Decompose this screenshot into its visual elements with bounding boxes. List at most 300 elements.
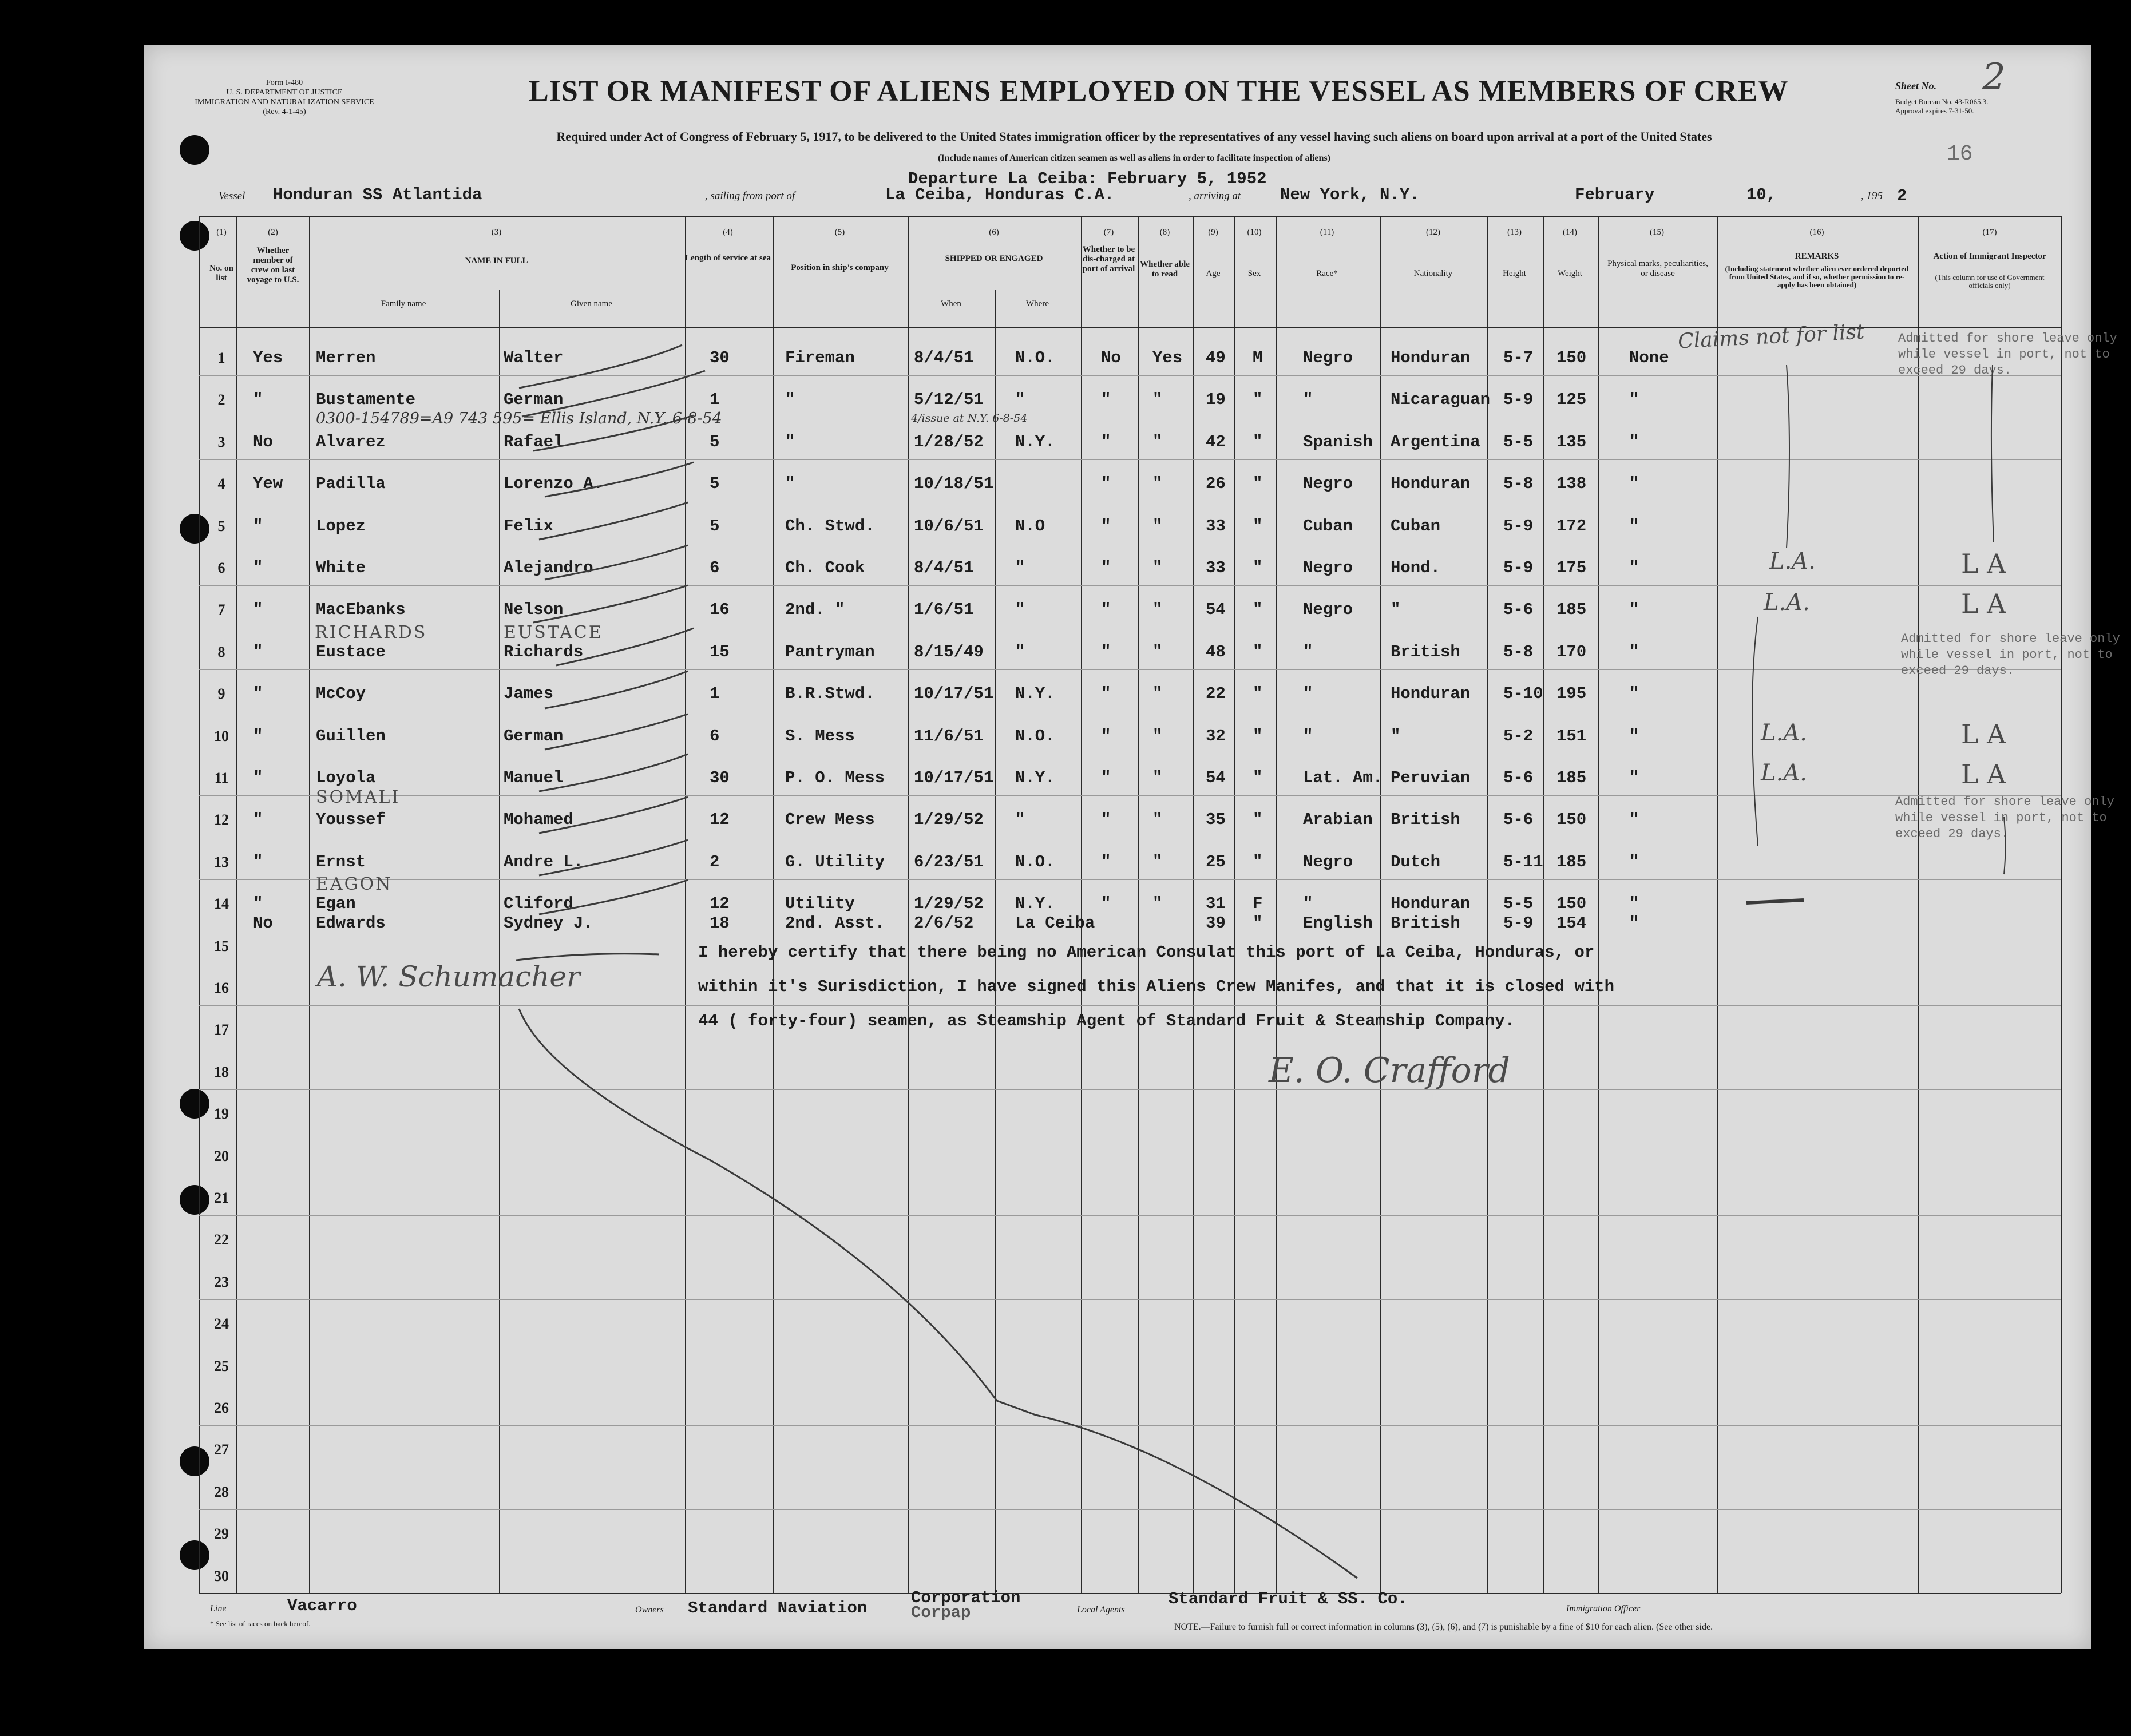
- position-cell: S. Mess: [785, 726, 855, 746]
- last-voyage-cell: ": [253, 558, 263, 577]
- sex-cell: ": [1253, 432, 1263, 451]
- row12-handwritten-somali: SOMALI: [316, 787, 401, 807]
- last-voyage-cell: ": [253, 600, 263, 620]
- signature-schumacher: A. W. Schumacher: [317, 960, 580, 993]
- age-cell: 32: [1206, 726, 1226, 746]
- sex-cell: ": [1253, 642, 1263, 661]
- service-cell: 5: [710, 516, 720, 536]
- weight-cell: 195: [1556, 684, 1587, 704]
- race-cell: ": [1303, 894, 1313, 914]
- given-name-cell: Manuel: [504, 768, 564, 787]
- col-head-height: Height: [1503, 269, 1526, 278]
- col-head-inspector-note: (This column for use of Government officials only): [1935, 273, 2045, 290]
- physical-marks-cell: ": [1629, 810, 1639, 830]
- vessel-name: Honduran SS Atlantida: [273, 185, 482, 204]
- nationality-cell: Honduran: [1391, 348, 1471, 367]
- able-to-read-cell: ": [1152, 642, 1163, 661]
- service-cell: 30: [710, 348, 730, 367]
- arrival-port: New York, N.Y.: [1280, 185, 1420, 204]
- check-stroke: [556, 628, 694, 665]
- footer-owners-value: Standard Naviation: [688, 1599, 868, 1618]
- sex-cell: ": [1253, 684, 1263, 704]
- stamp-line-2: while vessel in port, not to: [1898, 347, 2110, 362]
- col-num-3: (3): [491, 228, 502, 237]
- race-cell: ": [1303, 684, 1313, 704]
- nationality-cell: British: [1391, 642, 1460, 661]
- col-head-given-name: Given name: [571, 299, 612, 308]
- col-num-8: (8): [1159, 228, 1170, 237]
- col-num-1: (1): [216, 228, 227, 237]
- nationality-cell: Dutch: [1391, 852, 1441, 871]
- last-voyage-cell: Yes: [253, 348, 283, 367]
- check-stroke: [545, 462, 694, 497]
- nationality-cell: British: [1391, 810, 1460, 830]
- shipped-where-cell: N.O.: [1015, 726, 1055, 746]
- height-cell: 5-5: [1503, 432, 1534, 451]
- age-cell: 26: [1206, 474, 1226, 494]
- weight-cell: 138: [1556, 474, 1587, 494]
- position-cell: Ch. Stwd.: [785, 516, 875, 536]
- age-cell: 54: [1206, 768, 1226, 787]
- nationality-cell: Peruvian: [1391, 768, 1471, 787]
- position-cell: ": [785, 432, 795, 451]
- weight-cell: 125: [1556, 390, 1587, 410]
- service-cell: 2: [710, 852, 720, 871]
- weight-cell: 150: [1556, 894, 1587, 914]
- age-cell: 48: [1206, 642, 1226, 661]
- family-name-cell: Loyola: [316, 768, 376, 787]
- row8-correction-given: EUSTACE: [504, 623, 603, 643]
- weight-cell: 185: [1556, 600, 1587, 620]
- form-subtitle: Required under Act of Congress of February 5, 1917, to be delivered to the United States immigration officer by the representatives of any vessel having such aliens on board upon arrival at a port of the United States: [556, 129, 1712, 144]
- shipped-where-cell: ": [1015, 600, 1025, 620]
- physical-marks-cell: ": [1629, 432, 1639, 451]
- given-name-cell: Lorenzo A.: [504, 474, 604, 494]
- last-voyage-cell: ": [253, 390, 263, 410]
- able-to-read-cell: ": [1152, 768, 1163, 787]
- shipped-where-cell: ": [1015, 810, 1025, 830]
- revision: (Rev. 4-1-45): [263, 108, 306, 116]
- remarks-ditto-line: [1787, 365, 1789, 548]
- discharged-cell: ": [1101, 852, 1111, 871]
- sex-cell: F: [1253, 894, 1263, 914]
- able-to-read-cell: ": [1152, 558, 1163, 577]
- given-name-cell: German: [504, 726, 564, 746]
- shipped-when-cell: 10/6/51: [914, 516, 984, 536]
- last-voyage-cell: ": [253, 726, 263, 746]
- col-head-discharged: Whether to be dis-charged at port of arrival: [1082, 245, 1135, 274]
- given-name-cell: Andre L.: [504, 852, 584, 871]
- nationality-cell: Argentina: [1391, 432, 1480, 451]
- shipped-where-cell: N.Y.: [1015, 684, 1055, 704]
- age-cell: 49: [1206, 348, 1226, 367]
- able-to-read-cell: ": [1152, 432, 1163, 451]
- row-number: 3: [217, 433, 225, 450]
- check-stroke: [545, 671, 688, 708]
- last-voyage-cell: No: [253, 914, 273, 933]
- position-cell: Pantryman: [785, 642, 875, 661]
- check-stroke: [539, 840, 688, 875]
- service-cell: 6: [710, 726, 720, 746]
- row-number: 7: [217, 601, 225, 619]
- action-la-row11: L A: [1961, 759, 2006, 790]
- discharged-cell: ": [1101, 768, 1111, 787]
- shipped-where-cell: ": [1015, 642, 1025, 661]
- age-cell: 25: [1206, 852, 1226, 871]
- position-cell: P. O. Mess: [785, 768, 885, 787]
- discharged-cell: ": [1101, 684, 1111, 704]
- nationality-cell: Hond.: [1391, 558, 1441, 577]
- given-name-cell: Mohamed: [504, 810, 573, 830]
- able-to-read-cell: ": [1152, 894, 1163, 914]
- able-to-read-cell: ": [1152, 474, 1163, 494]
- col-head-remarks: REMARKS: [1795, 252, 1839, 261]
- row-number: 24: [214, 1315, 229, 1333]
- physical-marks-cell: ": [1629, 726, 1639, 746]
- remarks-la-row10: L.A.: [1761, 720, 1807, 746]
- action-ditto-line: [2004, 817, 2006, 874]
- able-to-read-cell: ": [1152, 726, 1163, 746]
- col-num-15: (15): [1650, 228, 1664, 237]
- arrival-month: February: [1575, 185, 1655, 204]
- check-stroke: [539, 880, 688, 914]
- sailing-port: La Ceiba, Honduras C.A.: [885, 185, 1115, 204]
- discharged-cell: ": [1101, 474, 1111, 494]
- row-number: 15: [214, 937, 229, 954]
- shipped-where-cell: N.O: [1015, 516, 1045, 536]
- shipped-when-cell: 6/23/51: [914, 852, 984, 871]
- shipped-where-cell: N.Y.: [1015, 894, 1055, 914]
- row-number: 23: [214, 1273, 229, 1290]
- shipped-when-cell: 1/29/52: [914, 894, 984, 914]
- shipped-when-cell: 1/28/52: [914, 432, 984, 451]
- col-num-17: (17): [1982, 228, 1997, 237]
- approval-expiry: Approval expires 7-31-50.: [1895, 106, 1974, 115]
- sex-cell: ": [1253, 726, 1263, 746]
- row-number: 12: [214, 811, 229, 829]
- row-number: 2: [217, 391, 225, 409]
- row-number: 8: [217, 643, 225, 660]
- col-head-race: Race*: [1316, 269, 1338, 278]
- row2-handwritten-date: 4/issue at N.Y. 6-8-54: [911, 412, 1028, 425]
- form-subtitle-note: (Include names of American citizen seamen as well as aliens in order to facilitate inspection of aliens): [938, 153, 1330, 163]
- physical-marks-cell: ": [1629, 684, 1639, 704]
- shipped-where-cell: N.O.: [1015, 348, 1055, 367]
- given-name-cell: Felix: [504, 516, 554, 536]
- row-number: 26: [214, 1400, 229, 1416]
- discharged-cell: ": [1101, 432, 1111, 451]
- weight-cell: 175: [1556, 558, 1587, 577]
- col-head-sex: Sex: [1247, 269, 1261, 278]
- scribble-mark: [1746, 900, 1804, 903]
- col-head-age: Age: [1206, 269, 1221, 278]
- row-number: 30: [214, 1567, 229, 1584]
- race-cell: Negro: [1303, 474, 1353, 494]
- family-name-cell: Padilla: [316, 474, 386, 494]
- discharged-cell: ": [1101, 642, 1111, 661]
- race-cell: Cuban: [1303, 516, 1353, 536]
- height-cell: 5-9: [1503, 558, 1534, 577]
- stamp-line-3: exceed 29 days.: [1895, 827, 2009, 841]
- nationality-cell: Honduran: [1391, 474, 1471, 494]
- family-name-cell: Eustace: [316, 642, 386, 661]
- shipped-where-cell: N.Y.: [1015, 432, 1055, 451]
- discharged-cell: ": [1101, 390, 1111, 410]
- service-cell: 1: [710, 684, 720, 704]
- sex-cell: ": [1253, 474, 1263, 494]
- last-voyage-cell: ": [253, 810, 263, 830]
- footer-line-value: Vacarro: [287, 1596, 357, 1615]
- shipped-when-cell: 5/12/51: [914, 390, 984, 410]
- given-name-cell: Rafael: [504, 432, 564, 451]
- last-voyage-cell: ": [253, 768, 263, 787]
- shipped-when-cell: 2/6/52: [914, 914, 974, 933]
- physical-marks-cell: ": [1629, 768, 1639, 787]
- shipped-when-cell: 8/15/49: [914, 642, 984, 661]
- col-head-remarks-note: (Including statement whether alien ever ordered deported from United States, and if so, whether permission to re-apply has been obtained): [1725, 264, 1909, 289]
- height-cell: 5-6: [1503, 810, 1534, 830]
- age-cell: 35: [1206, 810, 1226, 830]
- family-name-cell: White: [316, 558, 366, 577]
- year-digit: 2: [1897, 187, 1907, 205]
- physical-marks-cell: ": [1629, 914, 1639, 933]
- col-num-12: (12): [1426, 228, 1440, 237]
- given-name-cell: Cliford: [504, 894, 573, 914]
- shipped-where-cell: La Ceiba: [1015, 914, 1095, 933]
- discharged-cell: ": [1101, 516, 1111, 536]
- able-to-read-cell: ": [1152, 600, 1163, 620]
- stamp-line-2: while vessel in port, not to: [1895, 811, 2107, 825]
- row-number: 1: [217, 350, 225, 366]
- family-name-cell: Guillen: [316, 726, 386, 746]
- check-stroke: [516, 954, 659, 960]
- able-to-read-cell: ": [1152, 390, 1163, 410]
- footer-owners-label: Owners: [635, 1605, 664, 1615]
- service: IMMIGRATION AND NATURALIZATION SERVICE: [195, 98, 374, 106]
- height-cell: 5-9: [1503, 390, 1534, 410]
- physical-marks-cell: ": [1629, 390, 1639, 410]
- sex-cell: ": [1253, 914, 1263, 933]
- family-name-cell: Youssef: [316, 810, 386, 830]
- row-number: 14: [214, 895, 229, 913]
- row-number: 21: [214, 1190, 229, 1206]
- family-name-cell: Ernst: [316, 852, 366, 871]
- row-number: 20: [214, 1147, 229, 1164]
- discharged-cell: No: [1101, 348, 1121, 367]
- sex-cell: ": [1253, 768, 1263, 787]
- row14-correction-family: EAGON: [316, 874, 393, 894]
- service-cell: 15: [710, 642, 730, 661]
- race-cell: English: [1303, 914, 1373, 933]
- given-name-cell: James: [504, 684, 554, 704]
- family-name-cell: Merren: [316, 348, 376, 367]
- row-number: 10: [214, 727, 229, 744]
- physical-marks-cell: ": [1629, 894, 1639, 914]
- position-cell: 2nd. ": [785, 600, 845, 620]
- footer-fine-note: NOTE.—Failure to furnish full or correct information in columns (3), (5), (6), and (7) is punishable by a fine of $10 for each alien. (See other side.: [1174, 1622, 1713, 1632]
- weight-cell: 154: [1556, 914, 1587, 933]
- service-cell: 30: [710, 768, 730, 787]
- row-number: 25: [214, 1357, 229, 1374]
- col-num-6: (6): [989, 228, 999, 237]
- check-stroke: [545, 714, 688, 750]
- family-name-cell: Alvarez: [316, 432, 386, 451]
- height-cell: 5-11: [1503, 852, 1543, 871]
- service-cell: 18: [710, 914, 730, 933]
- col-num-2: (2): [268, 228, 278, 237]
- col-num-11: (11): [1320, 228, 1334, 237]
- physical-marks-cell: None: [1629, 348, 1669, 367]
- department: U. S. DEPARTMENT OF JUSTICE: [226, 88, 343, 97]
- col-head-physical-marks: Physical marks, peculiarities, or disease: [1607, 259, 1708, 278]
- footer-officer-label: Immigration Officer: [1566, 1604, 1641, 1614]
- last-voyage-cell: ": [253, 516, 263, 536]
- shipped-when-cell: 8/4/51: [914, 348, 974, 367]
- last-voyage-cell: ": [253, 852, 263, 871]
- col-head-shipped: SHIPPED OR ENGAGED: [945, 254, 1043, 263]
- action-la-row10: L A: [1961, 719, 2006, 750]
- col-head-service: Length of service at sea: [685, 253, 771, 263]
- remarks-ditto-line: [1752, 617, 1758, 846]
- col-num-4: (4): [723, 228, 733, 237]
- last-voyage-cell: ": [253, 684, 263, 704]
- signature-agent: E. O. Crafford: [1269, 1051, 1510, 1091]
- physical-marks-cell: ": [1629, 474, 1639, 494]
- given-name-cell: Sydney J.: [504, 914, 593, 933]
- col-head-where: Where: [1026, 299, 1049, 308]
- sex-cell: ": [1253, 810, 1263, 830]
- cancellation-line: [519, 1009, 1357, 1578]
- age-cell: 33: [1206, 516, 1226, 536]
- height-cell: 5-8: [1503, 642, 1534, 661]
- given-name-cell: Alejandro: [504, 558, 593, 577]
- family-name-cell: Lopez: [316, 516, 366, 536]
- weight-cell: 135: [1556, 432, 1587, 451]
- footer-owners-value-2: Corporation: [911, 1588, 1021, 1607]
- sailing-label: , sailing from port of: [705, 190, 795, 202]
- sex-cell: ": [1253, 558, 1263, 577]
- footer-agents-value: Standard Fruit & SS. Co.: [1169, 1590, 1408, 1608]
- row-number: 16: [214, 980, 229, 996]
- form-number: Form I-480: [266, 78, 303, 87]
- nationality-cell: Honduran: [1391, 684, 1471, 704]
- col-num-9: (9): [1208, 228, 1218, 237]
- race-cell: ": [1303, 390, 1313, 410]
- height-cell: 5-9: [1503, 516, 1534, 536]
- shipped-where-cell: N.Y.: [1015, 768, 1055, 787]
- height-cell: 5-7: [1503, 348, 1534, 367]
- height-cell: 5-10: [1503, 684, 1543, 704]
- row-number: 13: [214, 853, 229, 870]
- certification-line-2: within it's Surisdiction, I have signed this Aliens Crew Manifes, and that it is closed with: [698, 977, 1615, 996]
- claims-note: Claims not for list: [1677, 320, 1865, 354]
- shipped-where-cell: ": [1015, 558, 1025, 577]
- physical-marks-cell: ": [1629, 558, 1639, 577]
- col-head-read: Whether able to read: [1140, 260, 1190, 279]
- able-to-read-cell: ": [1152, 810, 1163, 830]
- check-stroke: [539, 502, 688, 540]
- nationality-cell: ": [1391, 726, 1401, 746]
- race-cell: Negro: [1303, 600, 1353, 620]
- footer-owners-overstrike: Corpap: [911, 1603, 971, 1622]
- height-cell: 5-9: [1503, 914, 1534, 933]
- shipped-where-cell: ": [1015, 390, 1025, 410]
- form-title: LIST OR MANIFEST OF ALIENS EMPLOYED ON THE VESSEL AS MEMBERS OF CREW: [529, 75, 1789, 108]
- col-head-when: When: [941, 299, 961, 308]
- row2-handwritten-note: 0300-154789=A9 743 595= Ellis Island, N.Y. 6-8-54: [316, 410, 722, 427]
- nationality-cell: British: [1391, 914, 1460, 933]
- check-stroke: [533, 415, 694, 451]
- col-num-10: (10): [1247, 228, 1262, 237]
- shipped-when-cell: 11/6/51: [914, 726, 984, 746]
- family-name-cell: McCoy: [316, 684, 366, 704]
- stamp-line-1: Admitted for shore leave only: [1895, 795, 2114, 809]
- sex-cell: ": [1253, 390, 1263, 410]
- height-cell: 5-6: [1503, 600, 1534, 620]
- race-cell: Spanish: [1303, 432, 1373, 451]
- given-name-cell: German: [504, 390, 564, 410]
- age-cell: 19: [1206, 390, 1226, 410]
- shipped-when-cell: 1/29/52: [914, 810, 984, 830]
- able-to-read-cell: ": [1152, 852, 1163, 871]
- corner-number: 16: [1947, 142, 1973, 167]
- col-head-last-voyage: Whether member of crew on last voyage to U.S.: [247, 246, 299, 284]
- position-cell: B.R.Stwd.: [785, 684, 875, 704]
- manifest-sheet: [144, 45, 2120, 1649]
- race-cell: ": [1303, 642, 1313, 661]
- family-name-cell: Bustamente: [316, 390, 416, 410]
- col-head-position: Position in ship's company: [791, 263, 889, 272]
- age-cell: 22: [1206, 684, 1226, 704]
- departure-note: Departure La Ceiba: February 5, 1952: [908, 169, 1267, 188]
- col-num-13: (13): [1507, 228, 1522, 237]
- position-cell: ": [785, 390, 795, 410]
- weight-cell: 185: [1556, 852, 1587, 871]
- race-cell: ": [1303, 726, 1313, 746]
- col-head-family-name: Family name: [381, 299, 426, 308]
- col-num-16: (16): [1809, 228, 1824, 237]
- row-number: 18: [214, 1063, 229, 1080]
- remarks-la-row6: L.A.: [1769, 548, 1816, 574]
- row-number: 6: [217, 560, 225, 576]
- position-cell: ": [785, 474, 795, 494]
- age-cell: 33: [1206, 558, 1226, 577]
- col-head-name: NAME IN FULL: [465, 256, 528, 265]
- last-voyage-cell: Yew: [253, 474, 283, 494]
- shipped-when-cell: 10/17/51: [914, 768, 994, 787]
- sheet-label: Sheet No.: [1895, 80, 1936, 92]
- discharged-cell: ": [1101, 600, 1111, 620]
- height-cell: 5-2: [1503, 726, 1534, 746]
- nationality-cell: Nicaraguan: [1391, 390, 1491, 410]
- weight-cell: 185: [1556, 768, 1587, 787]
- race-cell: Negro: [1303, 852, 1353, 871]
- able-to-read-cell: ": [1152, 684, 1163, 704]
- given-name-cell: Richards: [504, 642, 584, 661]
- discharged-cell: ": [1101, 558, 1111, 577]
- last-voyage-cell: ": [253, 894, 263, 914]
- age-cell: 42: [1206, 432, 1226, 451]
- service-cell: 1: [710, 390, 720, 410]
- able-to-read-cell: Yes: [1152, 348, 1183, 367]
- sex-cell: M: [1253, 348, 1263, 367]
- row-number: 17: [214, 1021, 229, 1039]
- service-cell: 5: [710, 474, 720, 494]
- vessel-label: Vessel: [219, 190, 245, 202]
- nationality-cell: Cuban: [1391, 516, 1441, 536]
- footer-races-note: * See list of races on back hereof.: [210, 1619, 311, 1628]
- given-name-cell: Walter: [504, 348, 564, 367]
